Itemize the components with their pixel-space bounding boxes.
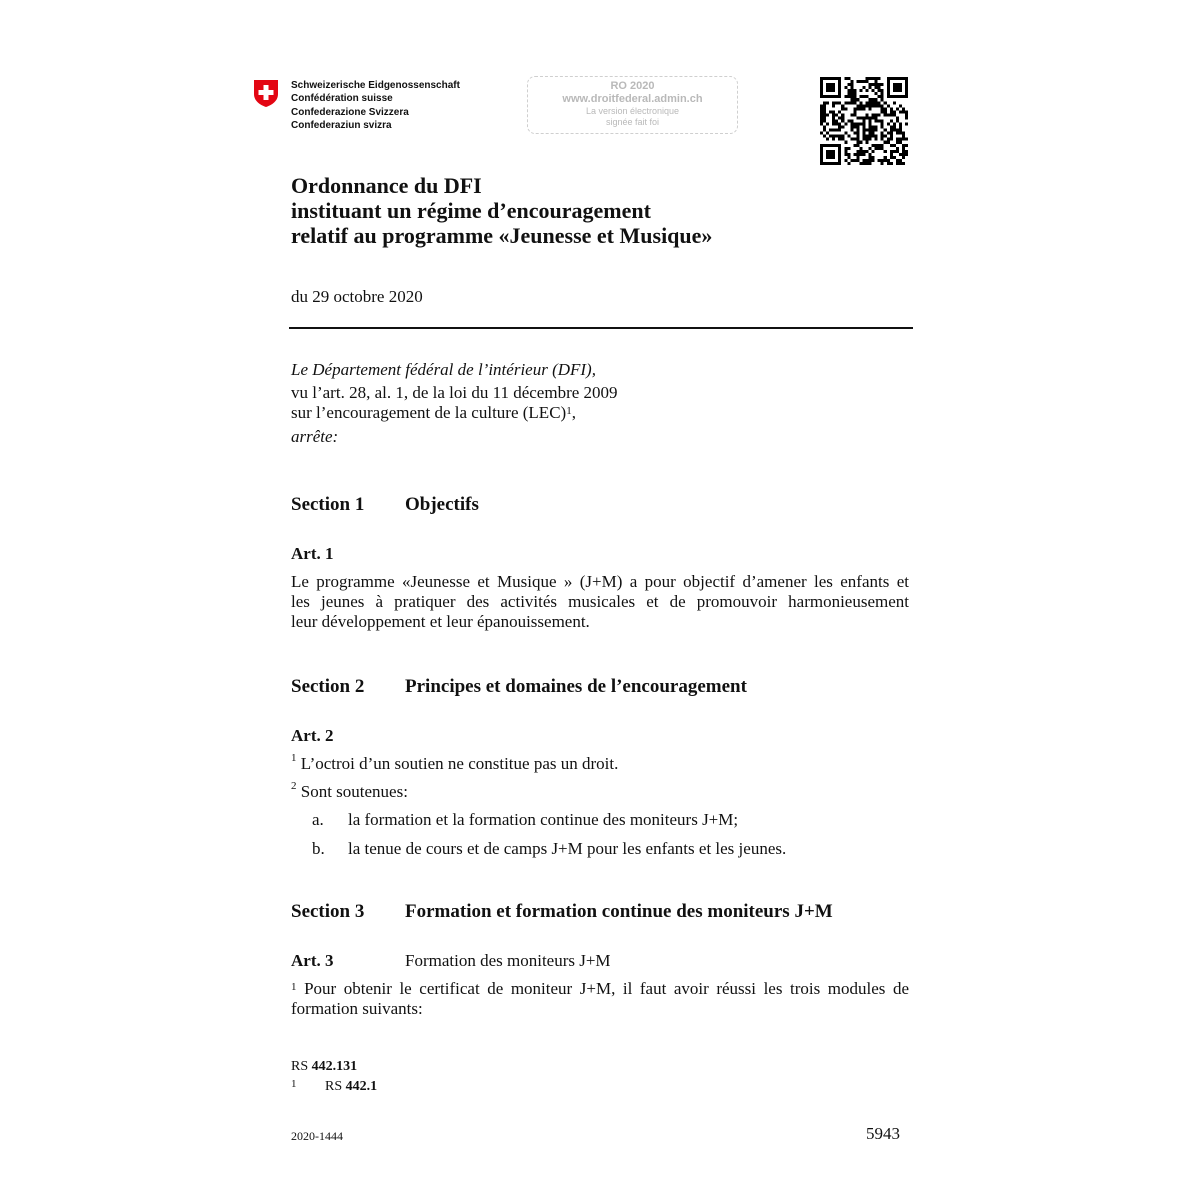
swiss-flag-icon [252, 78, 280, 108]
list-letter: a. [312, 810, 324, 829]
footnote [291, 1079, 297, 1095]
list-item-a [312, 810, 324, 830]
art-2-label: Art. 2 [291, 726, 334, 745]
section-title: Principes et domaines de l’encouragement [405, 676, 747, 697]
art-1-line: leur développement et leur épanouissement. [291, 612, 590, 631]
title-line-2: instituant un régime d’encouragement [291, 198, 651, 223]
art-1-label: Art. 1 [291, 544, 334, 563]
confed-line-it: Confederazione Svizzera [291, 106, 409, 118]
section-number: Section 2 [291, 676, 365, 697]
art-2-para-2 [291, 782, 408, 802]
rs-reference [291, 1059, 357, 1075]
art-3-line: formation suivants: [291, 999, 423, 1018]
document-id: 2020-1444 [291, 1129, 343, 1143]
section-title: Formation et formation continue des moniteurs J+M [405, 901, 833, 922]
section-number: Section 3 [291, 901, 365, 922]
stamp-note-1: La version électronique [585, 106, 680, 116]
preamble-basis-2-text: sur l’encouragement de la culture (LEC) [291, 403, 567, 422]
footnote-prefix: RS [325, 1079, 343, 1094]
paragraph-number: 2 [291, 780, 297, 792]
art-2-para-1 [291, 754, 618, 774]
stamp-url: www.droitfederal.admin.ch [562, 93, 703, 105]
art-3-para-1 [291, 979, 909, 1019]
art-1-text [291, 572, 909, 632]
art-3-title: Formation des moniteurs J+M [405, 951, 611, 970]
confed-line-fr: Confédération suisse [291, 93, 393, 105]
art-1-line: Le programme «Jeunesse et Musique » (J+M) a pour objectif d’amener les enfants et [291, 572, 909, 591]
preamble [291, 360, 618, 447]
stamp-note-2: signée fait foi [605, 117, 660, 127]
footnote-ref: 1 [566, 405, 572, 417]
art-3-line [291, 979, 909, 999]
publication-stamp [527, 76, 738, 134]
footnote-text [325, 1079, 377, 1095]
art-3-label: Art. 3 [291, 951, 334, 970]
paragraph-text: Sont soutenues: [300, 782, 408, 801]
confed-line-de: Schweizerische Eidgenossenschaft [291, 80, 460, 91]
art-3-line-text: Pour obtenir le certificat de moniteur J+M, il faut avoir réussi les trois modules de [304, 979, 910, 998]
preamble-basis-2 [291, 403, 618, 423]
footnote-rs-number: 442.1 [345, 1079, 378, 1094]
art-1-line: les jeunes à pratiquer des activités musicales et de promouvoir harmonieusement [291, 592, 909, 611]
preamble-authority: Le Département fédéral de l’intérieur (DFI), [291, 360, 596, 379]
confed-line-rm: Confederaziun svizra [291, 119, 392, 131]
section-number: Section 1 [291, 494, 365, 515]
document-title [291, 173, 712, 248]
title-line-3: relatif au programme «Jeunesse et Musique» [291, 223, 713, 248]
preamble-basis-1: vu l’art. 28, al. 1, de la loi du 11 décembre 2009 [291, 383, 618, 402]
page-number: 5943 [866, 1124, 900, 1143]
qr-code-icon [820, 77, 908, 165]
rs-prefix: RS [291, 1059, 309, 1074]
preamble-decree: arrête: [291, 427, 339, 446]
title-line-1: Ordonnance du DFI [291, 173, 482, 198]
rs-number: 442.131 [311, 1059, 358, 1074]
list-item-b-text: la tenue de cours et de camps J+M pour les enfants et les jeunes. [348, 839, 787, 858]
list-item-a-text: la formation et la formation continue des moniteurs J+M; [348, 810, 739, 829]
section-title: Objectifs [405, 494, 479, 515]
paragraph-number: 1 [291, 752, 297, 764]
paragraph-number: 1 [291, 981, 297, 993]
confederation-names [291, 79, 460, 132]
document-date: du 29 octobre 2020 [291, 287, 423, 306]
paragraph-text: L’octroi d’un soutien ne constitue pas un droit. [300, 754, 619, 773]
list-item-b [312, 839, 325, 859]
title-divider [289, 327, 913, 329]
stamp-ro: RO 2020 [610, 80, 655, 92]
list-letter: b. [312, 839, 325, 858]
preamble-basis-2-end: , [571, 403, 576, 422]
footnote-number: 1 [291, 1078, 297, 1090]
